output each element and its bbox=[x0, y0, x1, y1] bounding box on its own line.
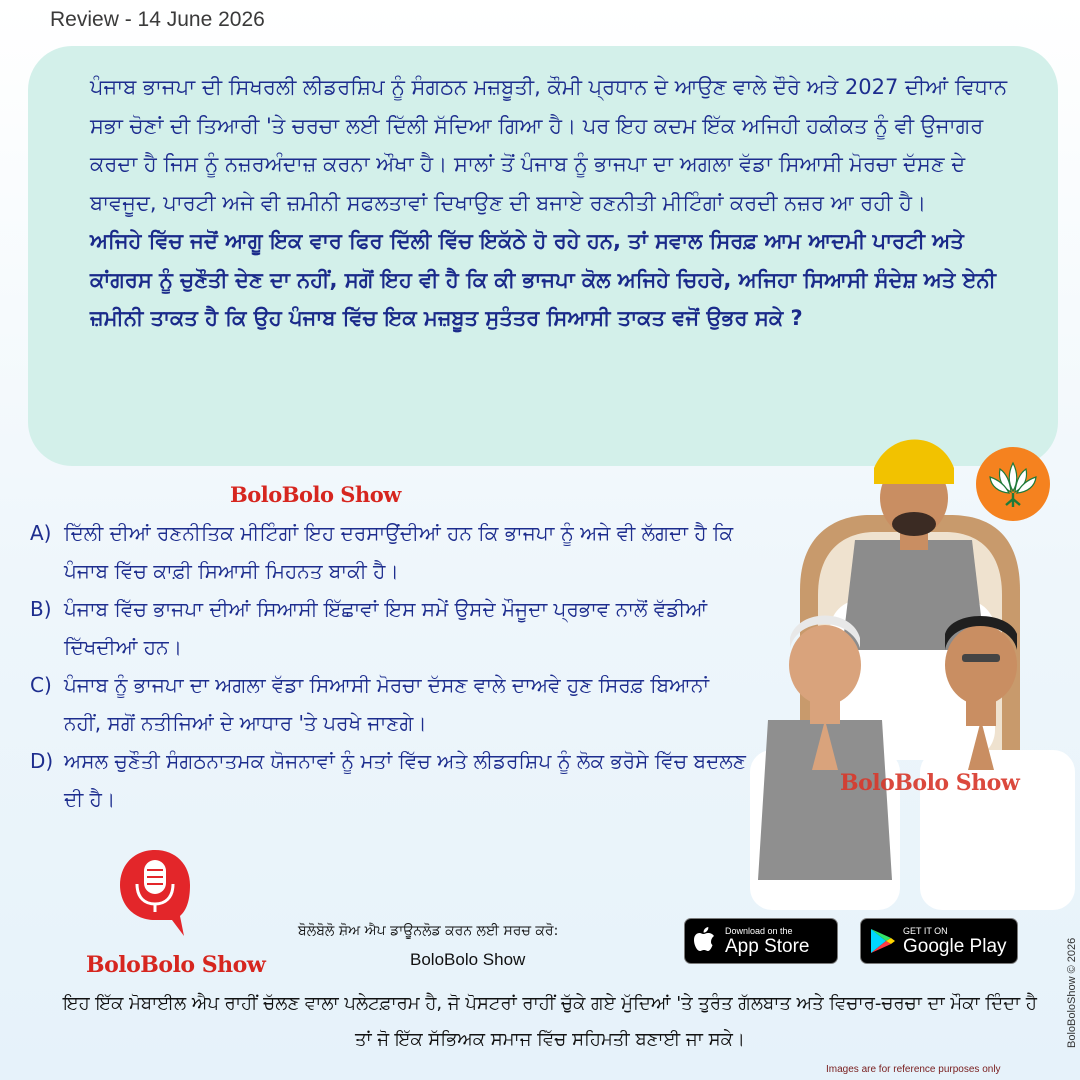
google-play-small-label: GET IT ON bbox=[903, 925, 948, 936]
brand-name-top: BoloBolo Show bbox=[230, 482, 401, 507]
answer-options bbox=[30, 514, 750, 818]
google-play-label: Google Play bbox=[903, 935, 1007, 957]
footer-description: ਇਹ ਇੱਕ ਮੋਬਾਈਲ ਐਪ ਰਾਹੀਂ ਚੱਲਣ ਵਾਲਾ ਪਲੇਟਫ਼ਾਰਮ ਹੈ, ਜੋ ਪੋਸਟਰਾਂ ਰਾਹੀਂ ਚੁੱਕੇ ਗਏ ਮੁੱਦਿਆਂ 'ਤੇ ਤੁਰੰਤ ਗੱਲਬਾਤ ਅਤੇ ਵਿਚਾਰ-ਚਰਚਾ ਦਾ ਮੌਕਾ ਦਿੰਦਾ ਹੈ ਤਾਂ ਜੋ ਇੱਕ ਸੱਭਿਅਕ ਸਮਾਜ ਵਿੱਚ ਸਹਿਮਤੀ ਬਣਾਈ ਜਾ ਸਕੇ। bbox=[63, 993, 1037, 1050]
app-store-button[interactable] bbox=[684, 918, 838, 964]
brand-name-watermark: BoloBolo Show bbox=[840, 770, 1020, 796]
intro-paragraph: ਪੰਜਾਬ ਭਾਜਪਾ ਦੀ ਸਿਖਰਲੀ ਲੀਡਰਸ਼ਿਪ ਨੂੰ ਸੰਗਠਨ ਮਜ਼ਬੂਤੀ, ਕੌਮੀ ਪ੍ਰਧਾਨ ਦੇ ਆਉਣ ਵਾਲੇ ਦੌਰੇ ਅਤੇ 2027 ਦੀਆਂ ਵਿਧਾਨ ਸਭਾ ਚੋਣਾਂ ਦੀ ਤਿਆਰੀ 'ਤੇ ਚਰਚਾ ਲਈ ਦਿੱਲੀ ਸੱਦਿਆ ਗਿਆ ਹੈ। ਪਰ ਇਹ ਕਦਮ ਇੱਕ ਅਜਿਹੀ ਹਕੀਕਤ ਨੂੰ ਵੀ ਉਜਾਗਰ ਕਰਦਾ ਹੈ ਜਿਸ ਨੂੰ ਨਜ਼ਰਅੰਦਾਜ਼ ਕਰਨਾ ਔਖਾ ਹੈ। ਸਾਲਾਂ ਤੋਂ ਪੰਜਾਬ ਨੂੰ ਭਾਜਪਾ ਦਾ ਅਗਲਾ ਵੱਡਾ ਸਿਆਸੀ ਮੋਰਚਾ ਦੱਸਣ ਦੇ ਬਾਵਜੂਦ, ਪਾਰਟੀ ਅਜੇ ਵੀ ਜ਼ਮੀਨੀ ਸਫਲਤਾਵਾਂ ਦਿਖਾਉਣ ਦੀ ਬਜਾਏ ਰਣਨੀਤੀ ਮੀਟਿੰਗਾਂ ਕਰਦੀ ਨਜ਼ਰ ਆ ਰਹੀ ਹੈ। bbox=[90, 75, 1008, 215]
microphone-icon bbox=[118, 846, 192, 946]
option-letter: D) bbox=[30, 749, 54, 773]
app-store-small-label: Download on the bbox=[725, 925, 793, 936]
intro-bubble bbox=[28, 46, 1058, 466]
app-store-label: App Store bbox=[725, 935, 810, 957]
disclaimer: Images are for reference purposes only bbox=[826, 1064, 1001, 1075]
google-play-icon bbox=[861, 925, 903, 957]
option-c[interactable] bbox=[30, 666, 750, 742]
option-letter: B) bbox=[30, 597, 52, 621]
date-label: Review - 14 June 2026 bbox=[50, 8, 265, 31]
copyright: BoloBoloShow © 2026 bbox=[1066, 937, 1078, 1048]
download-prompt: ਬੋਲੋਬੋਲੋ ਸ਼ੋਅ ਐਪ ਡਾਊਨਲੋਡ ਕਰਨ ਲਈ ਸਰਚ ਕਰੋ: bbox=[298, 923, 559, 939]
download-app-name: BoloBolo Show bbox=[410, 950, 526, 969]
option-text: ਦਿੱਲੀ ਦੀਆਂ ਰਣਨੀਤਿਕ ਮੀਟਿੰਗਾਂ ਇਹ ਦਰਸਾਉਂਦੀਆਂ ਹਨ ਕਿ ਭਾਜਪਾ ਨੂੰ ਅਜੇ ਵੀ ਲੱਗਦਾ ਹੈ ਕਿ ਪੰਜਾਬ ਵਿੱਚ ਕਾਫ਼ੀ ਸਿਆਸੀ ਮਿਹਨਤ ਬਾਕੀ ਹੈ। bbox=[64, 521, 734, 583]
option-letter: C) bbox=[30, 673, 52, 697]
leaders-photo bbox=[740, 420, 1080, 910]
option-text: ਅਸਲ ਚੁਣੌਤੀ ਸੰਗਠਨਾਤਮਕ ਯੋਜਨਾਵਾਂ ਨੂੰ ਮਤਾਂ ਵਿੱਚ ਅਤੇ ਲੀਡਰਸ਼ਿਪ ਨੂੰ ਲੋਕ ਭਰੋਸੇ ਵਿੱਚ ਬਦਲਣ ਦੀ ਹੈ। bbox=[64, 749, 746, 811]
option-d[interactable] bbox=[30, 742, 750, 818]
intro-question: ਅਜਿਹੇ ਵਿੱਚ ਜਦੋਂ ਆਗੂ ਇਕ ਵਾਰ ਫਿਰ ਦਿੱਲੀ ਵਿੱਚ ਇਕੱਠੇ ਹੋ ਰਹੇ ਹਨ, ਤਾਂ ਸਵਾਲ ਸਿਰਫ਼ ਆਮ ਆਦਮੀ ਪਾਰਟੀ ਅਤੇ ਕਾਂਗਰਸ ਨੂੰ ਚੁਣੌਤੀ ਦੇਣ ਦਾ ਨਹੀਂ, ਸਗੋਂ ਇਹ ਵੀ ਹੈ ਕਿ ਕੀ ਭਾਜਪਾ ਕੋਲ ਅਜਿਹੇ ਚਿਹਰੇ, ਅਜਿਹਾ ਸਿਆਸੀ ਸੰਦੇਸ਼ ਅਤੇ ਏਨੀ ਜ਼ਮੀਨੀ ਤਾਕਤ ਹੈ ਕਿ ਉਹ ਪੰਜਾਬ ਵਿੱਚ ਇਕ ਮਜ਼ਬੂਤ ਸੁਤੰਤਰ ਸਿਆਸੀ ਤਾਕਤ ਵਜੋਂ ਉਭਰ ਸਕੇ ? bbox=[90, 229, 996, 330]
apple-icon bbox=[685, 925, 725, 957]
google-play-button[interactable] bbox=[860, 918, 1018, 964]
option-b[interactable] bbox=[30, 590, 750, 666]
option-text: ਪੰਜਾਬ ਨੂੰ ਭਾਜਪਾ ਦਾ ਅਗਲਾ ਵੱਡਾ ਸਿਆਸੀ ਮੋਰਚਾ ਦੱਸਣ ਵਾਲੇ ਦਾਅਵੇ ਹੁਣ ਸਿਰਫ਼ ਬਿਆਨਾਂ ਨਹੀਂ, ਸਗੋਂ ਨਤੀਜਿਆਂ ਦੇ ਆਧਾਰ 'ਤੇ ਪਰਖੇ ਜਾਣਗੇ। bbox=[64, 673, 710, 735]
option-a[interactable] bbox=[30, 514, 750, 590]
option-text: ਪੰਜਾਬ ਵਿੱਚ ਭਾਜਪਾ ਦੀਆਂ ਸਿਆਸੀ ਇੱਛਾਵਾਂ ਇਸ ਸਮੇਂ ਉਸਦੇ ਮੌਜੂਦਾ ਪ੍ਰਭਾਵ ਨਾਲੋਂ ਵੱਡੀਆਂ ਦਿੱਖਦੀਆਂ ਹਨ। bbox=[64, 597, 708, 659]
option-letter: A) bbox=[30, 521, 52, 545]
brand-name-bottom: BoloBolo Show bbox=[86, 952, 266, 978]
